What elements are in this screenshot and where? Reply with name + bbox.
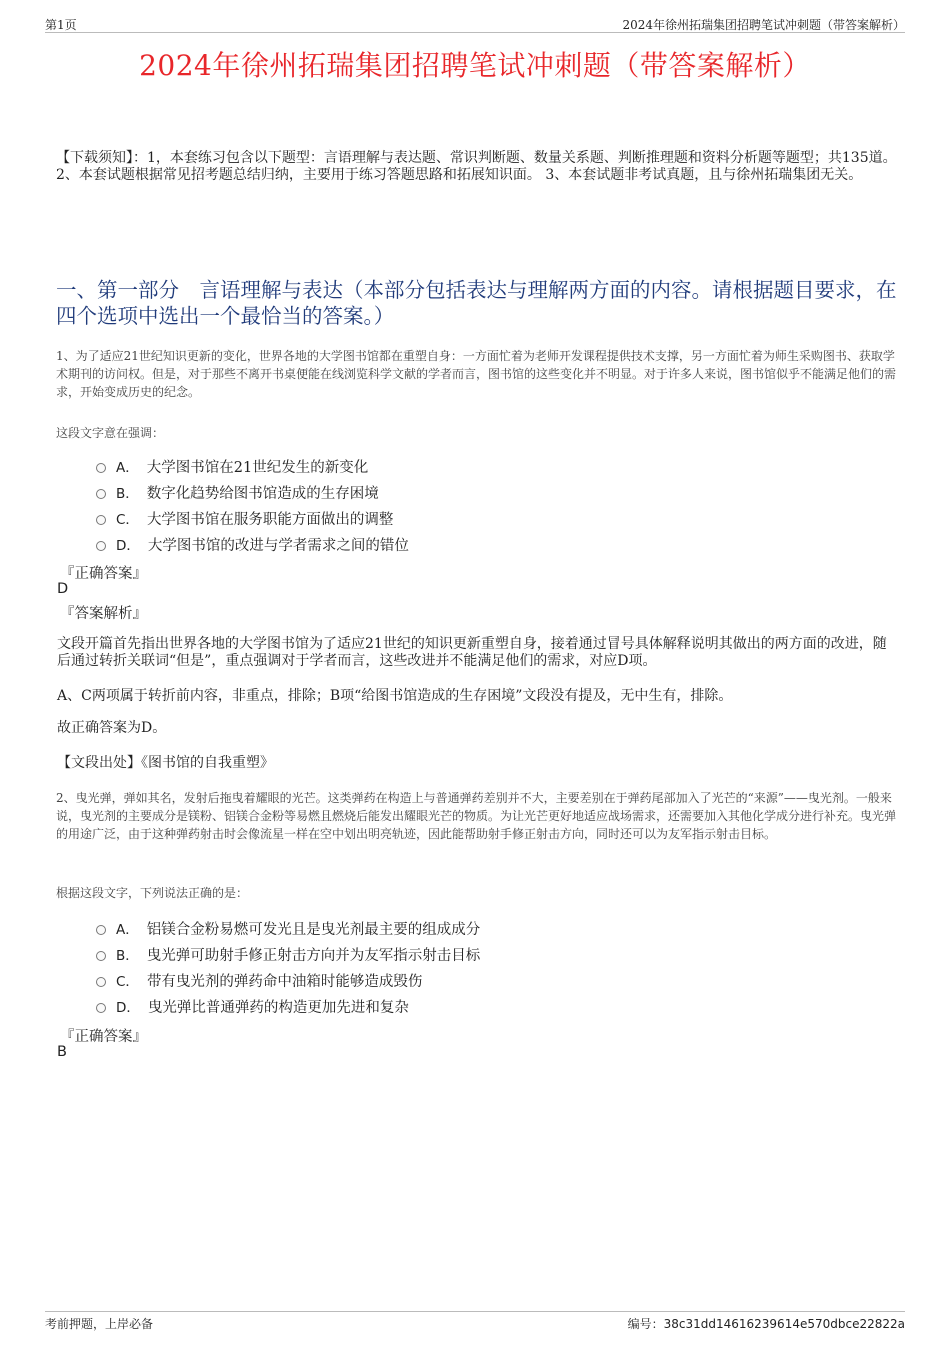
option-letter: B． xyxy=(116,486,139,502)
radio-icon[interactable] xyxy=(96,977,106,987)
question-2-option-d[interactable] xyxy=(96,996,409,1016)
question-2-text: 2、曳光弹，弹如其名，发射后拖曳着耀眼的光芒。这类弹药在构造上与普通弹药差别并不大，主要差别在于弹药尾部加入了光芒的“来源”——曳光剂。一般来说，曳光剂的主要成分是镁粉、铝镁合金粉等易燃且燃烧后能发出耀眼光芒的物质。为让光芒更好地适应战场需求，还需要加入其他化学成分进行补充。曳光弹的用途广泛，由于这种弹药射击时会像流星一样在空中划出明亮轨迹，因此能帮助射手修正射击方向，同时还可以为友军指示射击目标。 xyxy=(56,791,897,841)
option-text: 曳光弹可助射手修正射击方向并为友军指示射击目标 xyxy=(146,947,481,964)
radio-icon[interactable] xyxy=(96,463,106,473)
option-text: 带有曳光剂的弹药命中油箱时能够造成毁伤 xyxy=(146,973,423,990)
option-letter: D． xyxy=(116,1000,140,1016)
analysis-paragraph: 故正确答案为D。 xyxy=(57,720,167,736)
download-notice: 【下载须知】：1，本套练习包含以下题型：言语理解与表达题、常识判断题、数量关系题、判断推理题和资料分析题等题型；共135道。 2、本套试题根据常见招考题总结归纳，主要用于练习答题思路和拓展知识面。 3、本套试题非考试真题，且与徐州拓瑞集团无关。 xyxy=(56,150,897,183)
analysis-label: 『答案解析』 xyxy=(60,606,147,622)
option-letter: A． xyxy=(116,922,139,938)
question-2-prompt: 根据这段文字，下列说法正确的是： xyxy=(56,886,249,900)
option-text: 曳光弹比普通弹药的构造更加先进和复杂 xyxy=(147,999,409,1016)
question-2-option-a[interactable] xyxy=(96,918,480,938)
question-1-option-b[interactable] xyxy=(96,482,379,502)
option-text: 大学图书馆在21世纪发生的新变化 xyxy=(146,459,369,476)
correct-answer-value: B xyxy=(57,1044,67,1060)
question-1-option-c[interactable] xyxy=(96,508,393,528)
option-text: 铝镁合金粉易燃可发光且是曳光剂最主要的组成成分 xyxy=(146,921,481,938)
page-header xyxy=(45,14,905,33)
footer-slogan: 考前押题，上岸必备 xyxy=(45,1317,154,1331)
radio-icon[interactable] xyxy=(96,515,106,525)
section-heading: 一、第一部分 言语理解与表达（本部分包括表达与理解两方面的内容。请根据题目要求，在四个选项中选出一个最恰当的答案。） xyxy=(56,278,897,328)
analysis-paragraph: A、C两项属于转折前内容，非重点，排除；B项“给图书馆造成的生存困境”文段没有提及，无中生有，排除。 xyxy=(57,688,733,704)
footer-doc-id xyxy=(628,1315,905,1332)
option-letter: C． xyxy=(116,974,139,990)
option-letter: A． xyxy=(116,460,139,476)
radio-icon[interactable] xyxy=(96,925,106,935)
question-2-option-b[interactable] xyxy=(96,944,480,964)
option-letter: C． xyxy=(116,512,139,528)
header-doc-title: 2024年徐州拓瑞集团招聘笔试冲刺题（带答案解析） xyxy=(622,18,905,32)
radio-icon[interactable] xyxy=(96,489,106,499)
question-1-prompt: 这段文字意在强调： xyxy=(56,426,165,440)
doc-id-code: 38c31dd14616239614e570dbce22822a xyxy=(663,1317,905,1331)
correct-answer-value: D xyxy=(57,581,69,597)
radio-icon[interactable] xyxy=(96,541,106,551)
option-text: 大学图书馆在服务职能方面做出的调整 xyxy=(146,511,394,528)
option-text: 数字化趋势给图书馆造成的生存困境 xyxy=(146,485,379,502)
question-2-option-c[interactable] xyxy=(96,970,422,990)
doc-id-label: 编号： xyxy=(627,1317,664,1331)
option-letter: B． xyxy=(116,948,139,964)
page-footer xyxy=(45,1311,905,1331)
question-1-text: 1、为了适应21世纪知识更新的变化，世界各地的大学图书馆都在重塑自身：一方面忙着为老师开发课程提供技术支撑，另一方面忙着为师生采购图书、获取学术期刊的访问权。但是，对于那些不离开书桌便能在线浏览科学文献的学者而言，图书馆的这些变化并不明显。对于许多人来说，图书馆似乎不能满足他们的需求，开始变成历史的纪念。 xyxy=(56,349,897,399)
question-1-option-d[interactable] xyxy=(96,534,409,554)
analysis-paragraph: 文段开篇首先指出世界各地的大学图书馆为了适应21世纪的知识更新重塑自身，接着通过冒号具体解释说明其做出的两方面的改进，随后通过转折关联词“但是”，重点强调对于学者而言，这些改进并不能满足他们的需求，对应D项。 xyxy=(57,636,887,669)
option-letter: D． xyxy=(116,538,140,554)
source-citation: 【文段出处】《图书馆的自我重塑》 xyxy=(57,755,274,771)
radio-icon[interactable] xyxy=(96,951,106,961)
correct-answer-label: 『正确答案』 xyxy=(60,1029,147,1045)
page-title: 2024年徐州拓瑞集团招聘笔试冲刺题（带答案解析） xyxy=(139,49,811,82)
question-1-option-a[interactable] xyxy=(96,456,368,476)
radio-icon[interactable] xyxy=(96,1003,106,1013)
correct-answer-label: 『正确答案』 xyxy=(60,566,147,582)
option-text: 大学图书馆的改进与学者需求之间的错位 xyxy=(147,537,409,554)
page-number: 第1页 xyxy=(45,18,77,32)
